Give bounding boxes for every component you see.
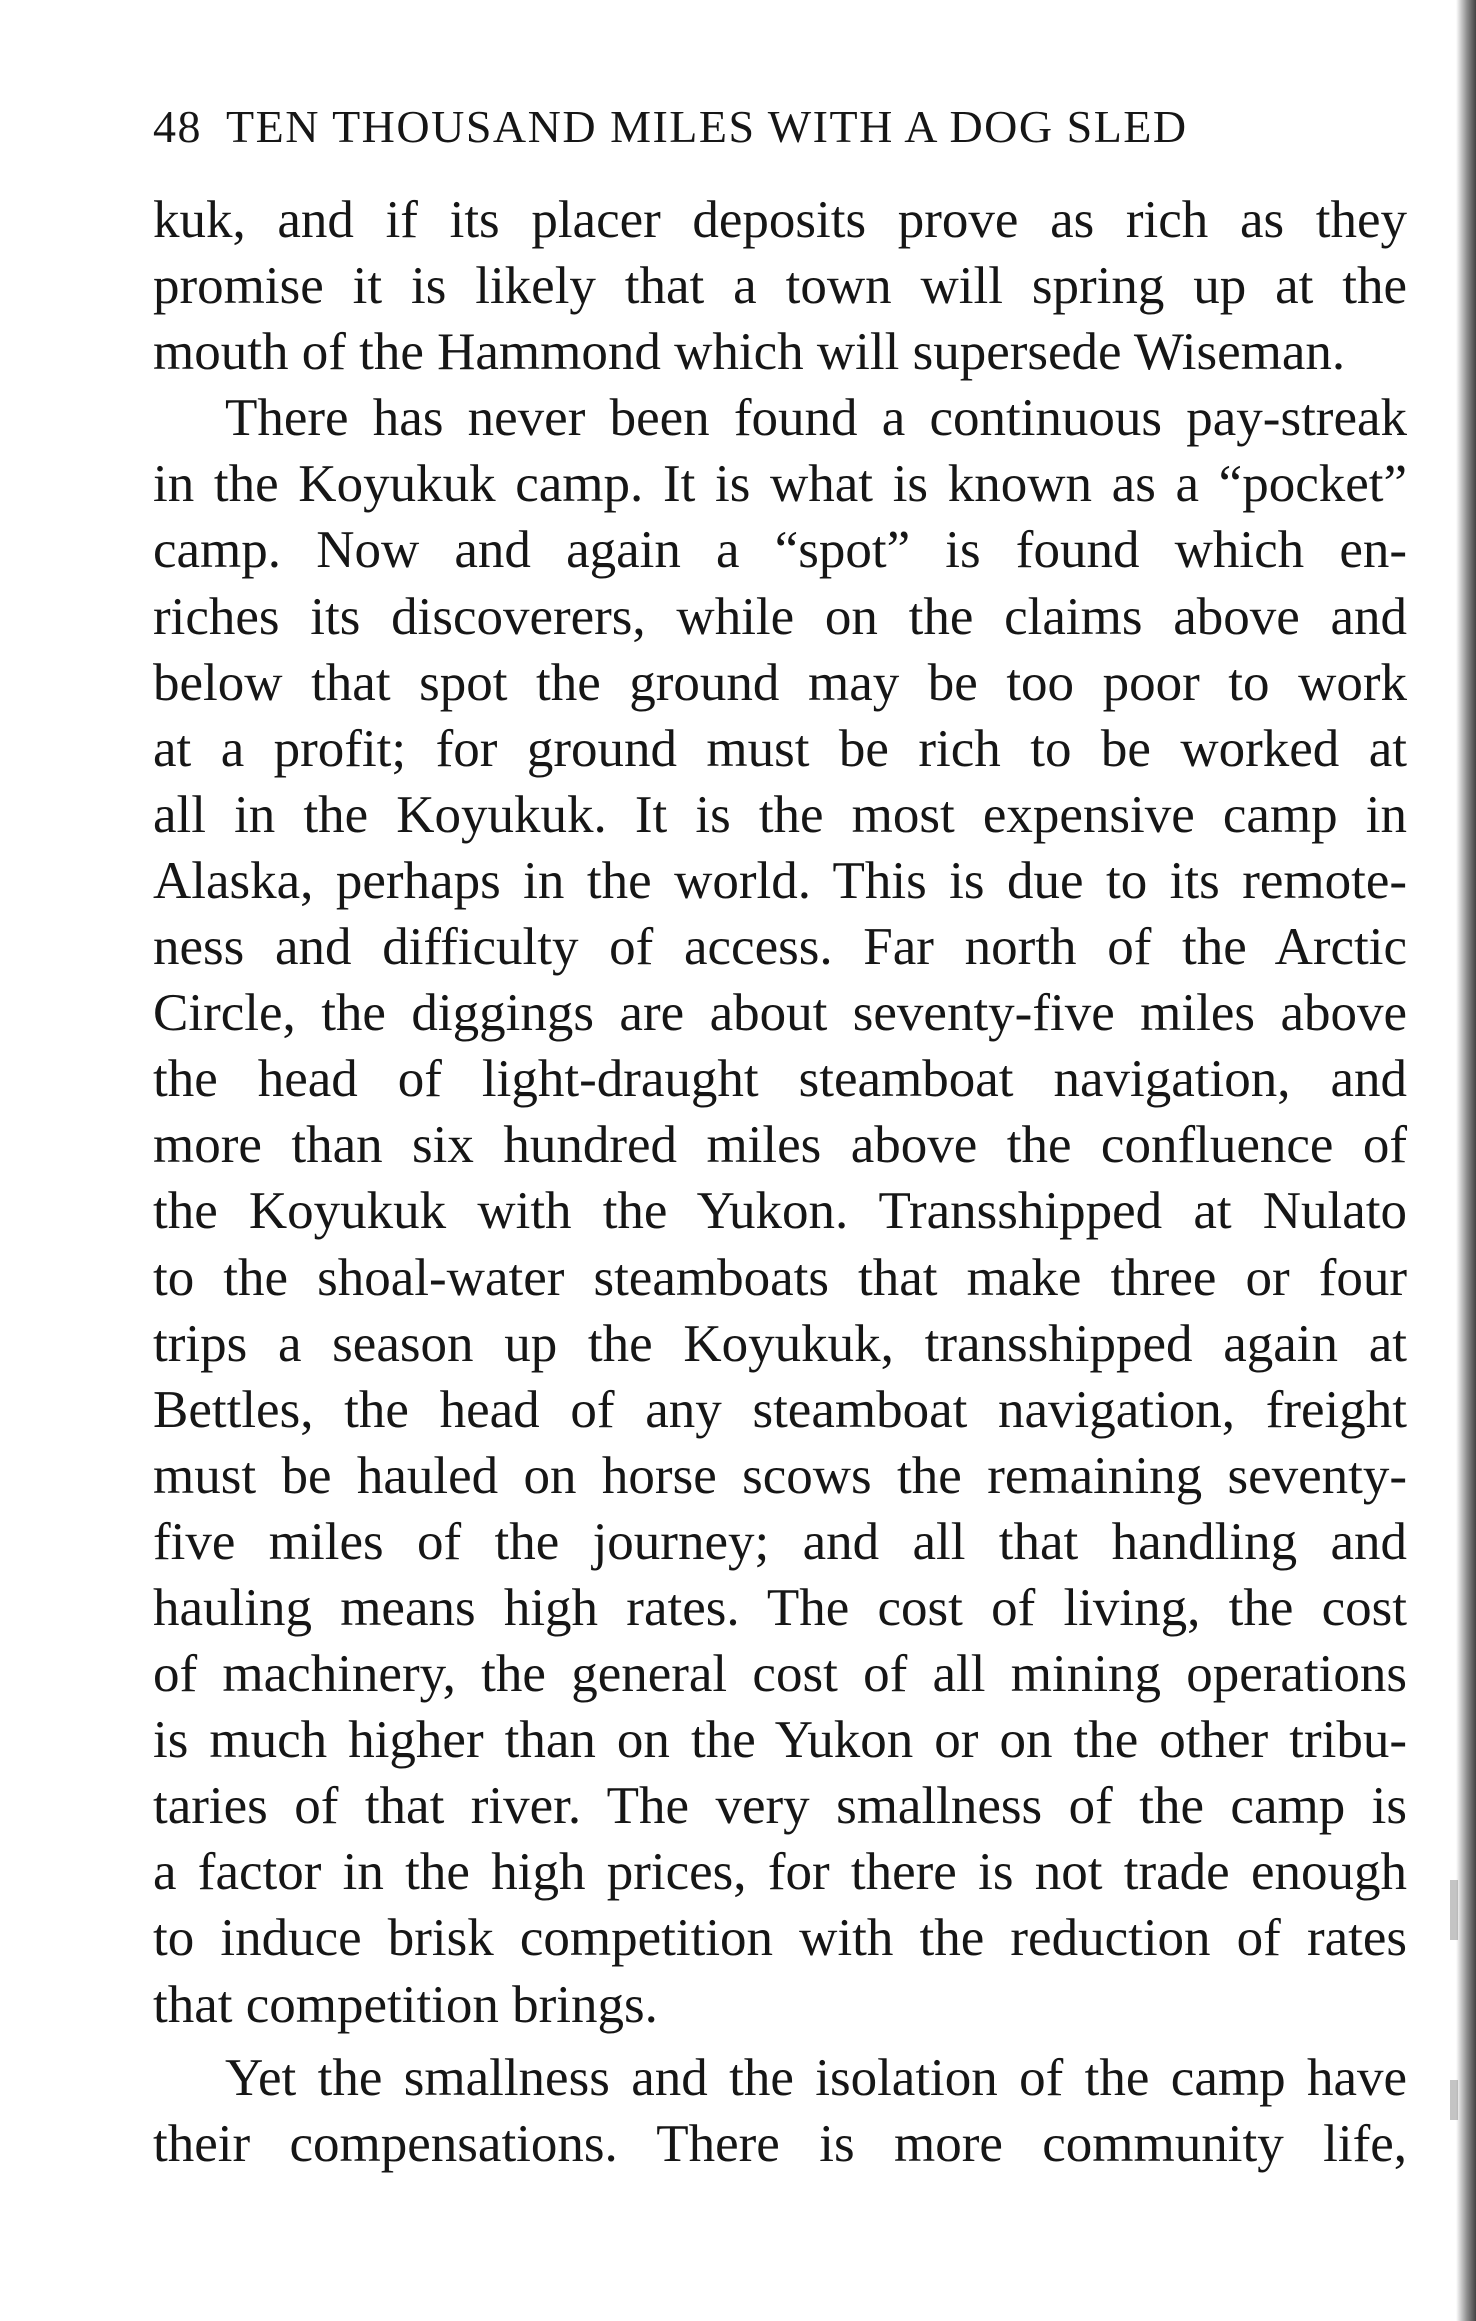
text-line: riches its discoverers, while on the claims above and bbox=[153, 587, 1407, 646]
text-line: five miles of the journey; and all that handling and bbox=[153, 1512, 1407, 1571]
text-line: hauling means high rates. The cost of living, the cost bbox=[153, 1578, 1407, 1637]
paragraph-gap bbox=[153, 2038, 1407, 2045]
text-line: trips a season up the Koyukuk, transshipped again at bbox=[153, 1314, 1407, 1373]
text-line: all in the Koyukuk. It is the most expensive camp in bbox=[153, 785, 1407, 844]
text-line: kuk, and if its placer deposits prove as rich as they bbox=[153, 191, 1407, 249]
text-line: more than six hundred miles above the confluence of bbox=[153, 1116, 1407, 1175]
text-line: at a profit; for ground must be rich to be worked at bbox=[153, 719, 1407, 778]
text-line: their compensations. There is more community life, bbox=[153, 2114, 1407, 2173]
text-line: in the Koyukuk camp. It is what is known as a “pocket” bbox=[153, 455, 1407, 514]
text-line: Circle, the diggings are about seventy-five miles above bbox=[153, 984, 1407, 1043]
text-line: camp. Now and again a “spot” is found which en- bbox=[153, 521, 1407, 580]
text-line: taries of that river. The very smallness of the camp is bbox=[153, 1777, 1407, 1836]
text-line: promise it is likely that a town will spring up at the bbox=[153, 257, 1407, 316]
text-line: Yet the smallness and the isolation of the camp have bbox=[225, 2048, 1407, 2107]
text-line: to the shoal-water steamboats that make three or four bbox=[153, 1248, 1407, 1307]
running-header bbox=[153, 92, 1393, 162]
text-line: to induce brisk competition with the reduction of rates bbox=[153, 1909, 1407, 1968]
text-line: is much higher than on the Yukon or on the other tribu- bbox=[153, 1711, 1407, 1770]
text-line: There has never been found a continuous pay-streak bbox=[225, 389, 1407, 448]
text-line: Alaska, perhaps in the world. This is due to its remote- bbox=[153, 851, 1407, 910]
page-binding-edge bbox=[1456, 0, 1476, 2321]
text-line: ness and difficulty of access. Far north of the Arctic bbox=[153, 918, 1407, 977]
text-line: below that spot the ground may be too poor to work bbox=[153, 653, 1407, 712]
text-line: of machinery, the general cost of all mining operations bbox=[153, 1645, 1407, 1704]
text-line: that competition brings. bbox=[153, 1975, 658, 2034]
text-line: must be hauled on horse scows the remaining seventy- bbox=[153, 1446, 1407, 1505]
text-line: the Koyukuk with the Yukon. Transshipped at Nulato bbox=[153, 1182, 1407, 1241]
text-line: a factor in the high prices, for there is not trade enough bbox=[153, 1843, 1407, 1902]
page-number: 48 bbox=[153, 101, 202, 152]
running-title: TEN THOUSAND MILES WITH A DOG SLED bbox=[226, 101, 1188, 152]
scan-speck bbox=[1450, 2080, 1458, 2120]
text-line: Bettles, the head of any steamboat navigation, freight bbox=[153, 1380, 1407, 1439]
body-text bbox=[153, 187, 1407, 2177]
text-line: the head of light-draught steamboat navigation, and bbox=[153, 1050, 1407, 1109]
text-line: mouth of the Hammond which will supersede Wiseman. bbox=[153, 323, 1346, 382]
scan-speck bbox=[1450, 1880, 1458, 1940]
